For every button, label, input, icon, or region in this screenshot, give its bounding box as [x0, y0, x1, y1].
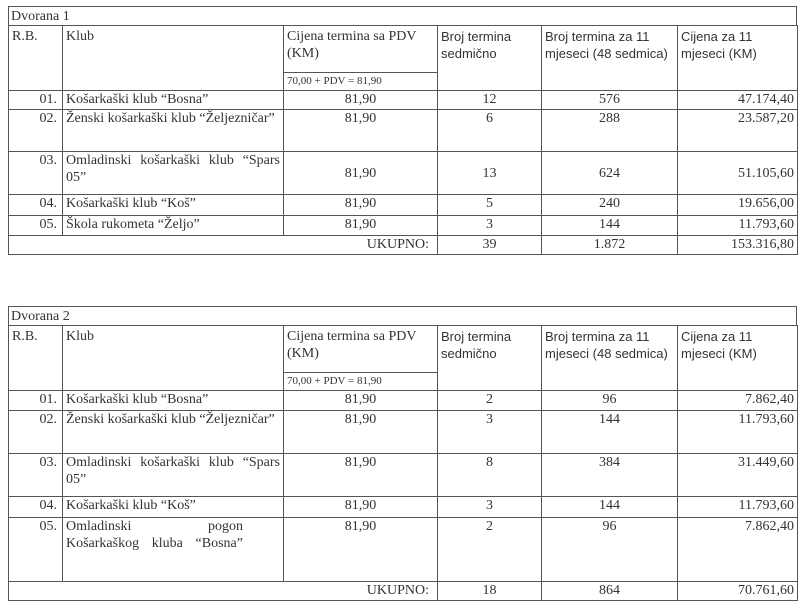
table-row — [9, 216, 798, 236]
total-sum: 153.316,80 — [678, 236, 798, 255]
row-number: 01. — [9, 91, 63, 110]
price-header: Cijena termina sa PDV (KM) — [287, 329, 417, 361]
row-number: 05. — [9, 216, 63, 236]
weekly-count: 6 — [438, 110, 542, 152]
term-price: 81,90 — [284, 518, 438, 582]
row-total: 7.862,40 — [678, 518, 798, 582]
term-price: 81,90 — [284, 91, 438, 110]
price-note: 70,00 + PDV = 81,90 — [284, 372, 437, 390]
row-total: 31.449,60 — [678, 454, 798, 497]
total-label: UKUPNO: — [9, 236, 438, 255]
term-price: 81,90 — [284, 195, 438, 216]
row-number: 03. — [9, 454, 63, 497]
row-number: 05. — [9, 518, 63, 582]
club-name: Omladinski košarkaški klub “Spars 05” — [63, 152, 284, 195]
term-count: 144 — [542, 411, 678, 454]
club-name — [63, 518, 284, 582]
total-sum: 70.761,60 — [678, 582, 798, 601]
term-count: 144 — [542, 497, 678, 518]
row-number: 03. — [9, 152, 63, 195]
terms-header: Broj termina za 11 mjeseci (48 sedmica) — [542, 326, 678, 391]
total-header: Cijena za 11 mjeseci (KM) — [678, 326, 798, 391]
table-row — [9, 152, 798, 195]
term-count: 576 — [542, 91, 678, 110]
hall-2-table — [8, 325, 798, 601]
weekly-count: 3 — [438, 216, 542, 236]
term-count: 144 — [542, 216, 678, 236]
hall-1-title: Dvorana 1 — [8, 6, 797, 25]
club-name: Košarkaški klub “Koš” — [63, 195, 284, 216]
club-name: Omladinski košarkaški klub “Spars 05” — [63, 454, 284, 497]
club-name: Košarkaški klub “Bosna” — [63, 391, 284, 411]
total-header: Cijena za 11 mjeseci (KM) — [678, 26, 798, 91]
total-weekly: 18 — [438, 582, 542, 601]
total-label: UKUPNO: — [9, 582, 438, 601]
terms-header: Broj termina za 11 mjeseci (48 sedmica) — [542, 26, 678, 91]
weekly-count: 2 — [438, 518, 542, 582]
price-header: Cijena termina sa PDV (KM) — [287, 29, 417, 61]
rb-header: R.B. — [9, 26, 63, 91]
table-row — [9, 110, 798, 152]
row-total: 51.105,60 — [678, 152, 798, 195]
total-terms: 1.872 — [542, 236, 678, 255]
table-row — [9, 411, 798, 454]
hall-2-title: Dvorana 2 — [8, 306, 797, 325]
term-price: 81,90 — [284, 454, 438, 497]
total-weekly: 39 — [438, 236, 542, 255]
weekly-count: 13 — [438, 152, 542, 195]
club-name: Košarkaški klub “Koš” — [63, 497, 284, 518]
club-name: Košarkaški klub “Bosna” — [63, 91, 284, 110]
term-price: 81,90 — [284, 110, 438, 152]
term-count: 96 — [542, 391, 678, 411]
row-number: 01. — [9, 391, 63, 411]
table-row — [9, 195, 798, 216]
term-price: 81,90 — [284, 391, 438, 411]
row-total: 23.587,20 — [678, 110, 798, 152]
table-row — [9, 391, 798, 411]
weekly-count: 3 — [438, 411, 542, 454]
hall-1-table — [8, 25, 798, 255]
row-number: 04. — [9, 195, 63, 216]
row-total: 7.862,40 — [678, 391, 798, 411]
weekly-count: 8 — [438, 454, 542, 497]
row-total: 11.793,60 — [678, 497, 798, 518]
weekly-count: 2 — [438, 391, 542, 411]
term-price: 81,90 — [284, 497, 438, 518]
price-header-cell — [284, 26, 438, 91]
price-note: 70,00 + PDV = 81,90 — [284, 72, 437, 90]
rb-header: R.B. — [9, 326, 63, 391]
row-number: 04. — [9, 497, 63, 518]
term-count: 384 — [542, 454, 678, 497]
table-row — [9, 497, 798, 518]
club-name: Ženski košarkaški klub “Željezničar” — [63, 110, 284, 152]
hall-2-table-block — [8, 306, 797, 601]
table-row — [9, 454, 798, 497]
weekly-count: 12 — [438, 91, 542, 110]
row-total: 19.656,00 — [678, 195, 798, 216]
row-number: 02. — [9, 411, 63, 454]
club-header: Klub — [63, 326, 284, 391]
hall-1-table-block — [8, 6, 797, 255]
term-count: 240 — [542, 195, 678, 216]
club-header: Klub — [63, 26, 284, 91]
term-price: 81,90 — [284, 216, 438, 236]
table-row — [9, 518, 798, 582]
row-total: 11.793,60 — [678, 411, 798, 454]
club-name-text: Omladinski pogon Košarkaškog kluba “Bosna” — [66, 519, 243, 551]
weekly-header: Broj termina sedmično — [438, 326, 542, 391]
weekly-count: 5 — [438, 195, 542, 216]
table-header-row — [9, 26, 798, 91]
table-header-row — [9, 326, 798, 391]
weekly-count: 3 — [438, 497, 542, 518]
weekly-header: Broj termina sedmično — [438, 26, 542, 91]
term-price: 81,90 — [284, 152, 438, 195]
club-name: Ženski košarkaški klub “Željezničar” — [63, 411, 284, 454]
club-name: Škola rukometa “Željo” — [63, 216, 284, 236]
term-count: 288 — [542, 110, 678, 152]
row-number: 02. — [9, 110, 63, 152]
term-price: 81,90 — [284, 411, 438, 454]
term-count: 624 — [542, 152, 678, 195]
total-row — [9, 582, 798, 601]
table-row — [9, 91, 798, 110]
term-count: 96 — [542, 518, 678, 582]
total-row — [9, 236, 798, 255]
row-total: 47.174,40 — [678, 91, 798, 110]
price-header-cell — [284, 326, 438, 391]
row-total: 11.793,60 — [678, 216, 798, 236]
total-terms: 864 — [542, 582, 678, 601]
